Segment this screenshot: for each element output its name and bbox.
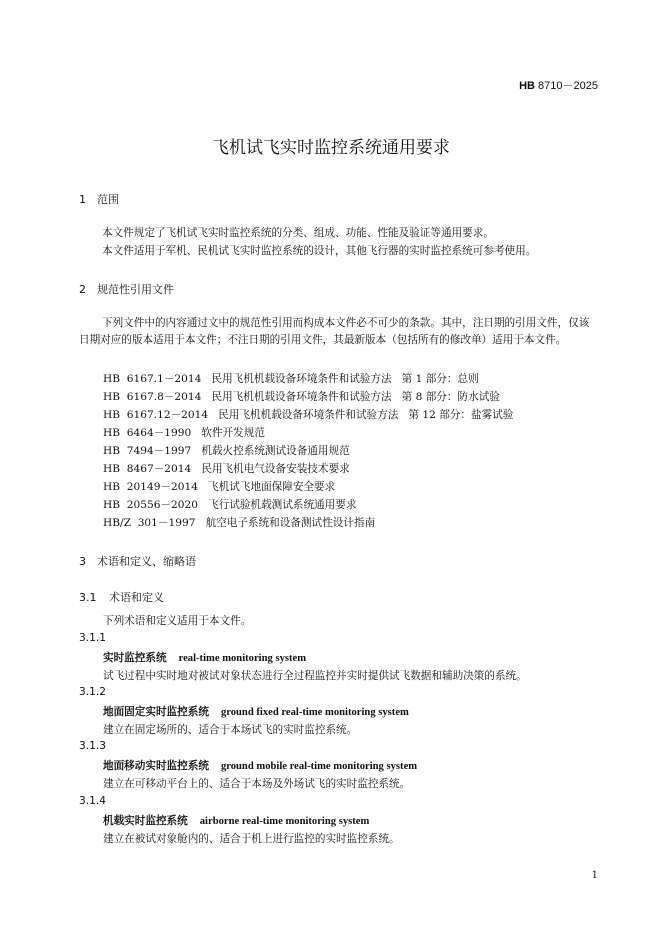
reference-item: HB 6167.8－2014 民用飞机机载设备环境条件和试验方法 第 8 部分：防水试验 xyxy=(103,391,500,403)
term-en: real-time monitoring system xyxy=(178,653,307,664)
term-definition: 建立在固定场所的、适合于本场试飞的实时监控系统。 xyxy=(103,724,358,736)
term-number: 3.1.3 xyxy=(79,740,106,752)
standard-code xyxy=(519,77,598,93)
scope-paragraph-2: 本文件适用于军机、民机试飞实时监控系统的设计，其他飞行器的实时监控系统可参考使用。 xyxy=(102,245,537,257)
term-number: 3.1.1 xyxy=(79,632,106,644)
reference-item: HB 20556－2020 飞行试验机载测试系统通用要求 xyxy=(103,499,357,511)
reference-item: HB 20149－2014 飞机试飞地面保障安全要求 xyxy=(103,481,336,493)
term-zh: 实时监控系统 xyxy=(103,652,167,664)
standard-prefix: HB xyxy=(519,80,535,92)
normative-intro: 下列文件中的内容通过文中的规范性引用而构成本文件必不可少的条款。其中，注日期的引用文件，仅该日期对应的版本适用于本文件；不注日期的引用文件，其最新版本（包括所有的修改单）适用于本文件。 xyxy=(79,317,590,346)
subsection-number: 3.1 xyxy=(79,591,97,604)
section-title: 术语和定义、缩略语 xyxy=(97,555,196,568)
term-definition: 建立在可移动平台上的、适合于本场及外场试飞的实时监控系统。 xyxy=(103,778,411,790)
term-zh: 机载实时监控系统 xyxy=(103,815,188,827)
section-3-heading xyxy=(79,553,196,569)
term-en: airborne real-time monitoring system xyxy=(199,816,370,827)
term-zh: 地面固定实时监控系统 xyxy=(103,706,209,718)
section-number: 1 xyxy=(79,193,86,206)
subsection-title: 术语和定义 xyxy=(109,591,164,604)
document-title: 飞机试飞实时监控系统通用要求 xyxy=(212,138,450,158)
scope-paragraph-1: 本文件规定了飞机试飞实时监控系统的分类、组成、功能、性能及验证等通用要求。 xyxy=(102,227,494,239)
section-title: 规范性引用文件 xyxy=(97,283,174,296)
page-number: 1 xyxy=(591,870,598,881)
term-definition: 建立在被试对象舱内的、适合于机上进行监控的实时监控系统。 xyxy=(103,833,400,845)
term-heading xyxy=(103,650,306,665)
term-en: ground mobile real-time monitoring system xyxy=(220,761,418,772)
reference-item: HB 6167.1－2014 民用飞机机载设备环境条件和试验方法 第 1 部分：总则 xyxy=(103,373,479,385)
reference-item: HB 6167.12－2014 民用飞机机载设备环境条件和试验方法 第 12 部分：盐雾试验 xyxy=(103,409,514,421)
term-en: ground fixed real-time monitoring system xyxy=(220,707,409,718)
term-definition: 试飞过程中实时地对被试对象状态进行全过程监控并实时提供试飞数据和辅助决策的系统。 xyxy=(103,670,527,682)
subsection-3-1-heading xyxy=(79,589,164,605)
reference-item: HB/Z 301－1997 航空电子系统和设备测试性设计指南 xyxy=(103,517,376,529)
standard-number: 8710－2025 xyxy=(535,80,598,92)
section-1-heading xyxy=(79,191,119,207)
term-number: 3.1.2 xyxy=(79,686,106,698)
section-number: 2 xyxy=(79,283,86,296)
reference-item: HB 8467－2014 民用飞机电气设备安装技术要求 xyxy=(103,463,350,475)
term-number: 3.1.4 xyxy=(79,795,106,807)
reference-item: HB 6464－1990 软件开发规范 xyxy=(103,427,265,439)
section-2-heading xyxy=(79,281,174,297)
term-zh: 地面移动实时监控系统 xyxy=(103,760,209,772)
term-heading xyxy=(103,704,409,719)
term-heading xyxy=(103,813,369,828)
section-title: 范围 xyxy=(97,193,119,206)
section-number: 3 xyxy=(79,555,86,568)
term-heading xyxy=(103,758,417,773)
terms-intro: 下列术语和定义适用于本文件。 xyxy=(103,615,252,627)
reference-item: HB 7494－1997 机载火控系统测试设备通用规范 xyxy=(103,445,350,457)
